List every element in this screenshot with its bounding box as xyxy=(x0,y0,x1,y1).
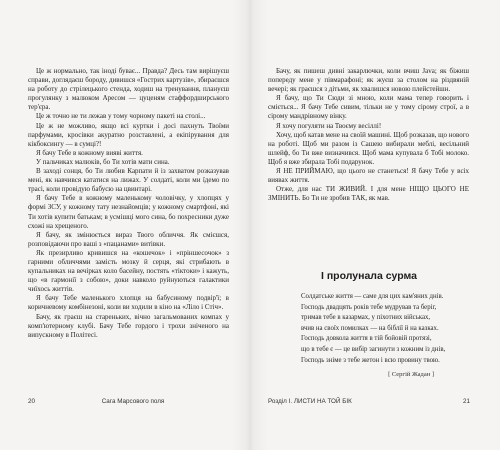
section-heading: І пролунала сурма xyxy=(320,270,417,282)
left-page-number: 20 xyxy=(28,398,36,405)
paragraph: В заході сонця, бо Ти любив Карпати й із захватом розказував мені, як навчився кататися на лижах. У солдаті, коли ми їдемо по трасі, коли провідую бабусю на цвинтарі. xyxy=(28,167,229,194)
paragraph: Це ж точно не ти лежав у тому чорному пакеті на столі... xyxy=(36,112,206,121)
paragraph: Це ж не можливо, якщо всі куртки і досі пахнуть Твоїми парфумами, кросівки акуратно розставлені, а екіпірування для кікбоксингу — в сумці?! xyxy=(28,121,229,148)
right-running-title: Розділ І. ЛИСТИ НА ТОЙ БІК xyxy=(268,398,352,405)
book-spine-shadow xyxy=(232,0,268,450)
poem-line: Солдатське життя — саме для цих кам'яних днів. xyxy=(301,293,444,300)
right-page-body xyxy=(268,67,469,203)
poem-author: [ Сергій Жадан ] xyxy=(388,371,434,378)
paragraph: Бачу, як граєш на стареньких, вічно загальмованих компах у комп'ютерному клубі. Бачу Тебе гордого і трохи зніченого на випускному в Політесі. xyxy=(28,312,229,339)
paragraph: Я бачу Тебе в кожному маленькому чоловічку, у хлопцях у формі ЗСУ, у кожному тату незнайомців; у кожному смартфоні, які Ти хотів купити батькам; в усмішці мого сина, бо похресники дуже схожі на хрещеного. xyxy=(28,194,229,230)
poem-epigraph xyxy=(301,292,476,366)
right-page-number: 21 xyxy=(462,398,470,405)
paragraph: Я бачу, як змінюється вираз Твого обличчя. Як смієшся, розповідаючи про ваші з «пацанами» витівки. xyxy=(28,230,229,248)
left-running-title: Сага Марсового поля xyxy=(101,398,165,405)
paragraph: Я бачу, що Ти Сюди зі мною, коли мама тепер говорить і сміється... Я бачу Тебе сивим, тільки не у тому сірому строї, а в сірому мандрівному вінку. xyxy=(268,94,469,121)
paragraph: Бачу, як пишеш дивні закарлючки, коли вчиш Java; як біжиш попереду мене у півмарафоні; як жуєш за столом на різдвяній вечері; як граєшся з дітьми, як хвалишся новою плейстейшн. xyxy=(268,67,469,94)
paragraph: Я НЕ ПРИЙМАЮ, що цього не станеться! Я бачу Тебе у всіх виявах життя. xyxy=(268,167,469,185)
poem-line: вчив на своїх помилках — на біблії й на казках. xyxy=(301,324,439,332)
poem-line: Господь двадцять років тебе мудрував та беріг, xyxy=(301,303,437,311)
left-page-body xyxy=(28,67,229,340)
poem-line: Господь зніме з тебе жетон і всю провину твою. xyxy=(301,356,440,364)
paragraph: Я бачу Тебе маленького хлопця на бабусиному подвір'ї; в коричневому комбінезоні, коли ви ходили в кіно на «Ліло і Стіч». xyxy=(28,294,229,312)
poem-line: Господь довкола життя в тій бойовій протязі, xyxy=(301,335,432,343)
paragraph: Як презирливо кривишся на «кошечок» і «пріншесочок» з гарними обличчями замість мозку й серця, які стрибають в купальниках на вечірках коло басейну, постять «тіктоки» і кажуть, що «в гармонії з собою», доки навколо руйнуються галактики чиїхось життів. xyxy=(28,248,229,294)
paragraph: У пальчиках малюків, бо Ти хотів мати сина. xyxy=(36,157,170,166)
paragraph: Я бачу Тебе в кожному вияві життя. xyxy=(36,148,143,157)
poem-line: що в тебе є — це вибір загинути з кожним із днів, xyxy=(301,345,446,353)
paragraph: Отже, для нас ТИ ЖИВИЙ. І для мене НІЩО ЦЬОГО НЕ ЗМІНИТЬ. Бо Ти не зробив ТАК, як мав. xyxy=(268,185,469,203)
poem-line: тримав тебе в казармах, у піхотних військах, xyxy=(301,314,431,322)
paragraph: Хочу, щоб катав мене на своїй машині. Щоб розказав, що нового на роботі. Щоб ми разом із Сашею вибирали меблі, весільний шлейф, бо Ти вже визначився. Щоб мама купувала б Тобі молоко. Щоб я вже збирала Тобі подарунок. xyxy=(268,130,469,166)
paragraph: Я хочу погуляти на Твоєму весіллі! xyxy=(276,121,382,130)
paragraph: Це ж нормально, так іноді буває... Правда? Десь там вирішуєш справи, доглядаєш бороду, дивишся «Гострих картузів», збираєшся на роботу до стрілецького стенда, ходиш на тренування, плануєш прогулянку з малюком Аресом — цуценям стаффордширського тер'єра. xyxy=(28,67,229,112)
